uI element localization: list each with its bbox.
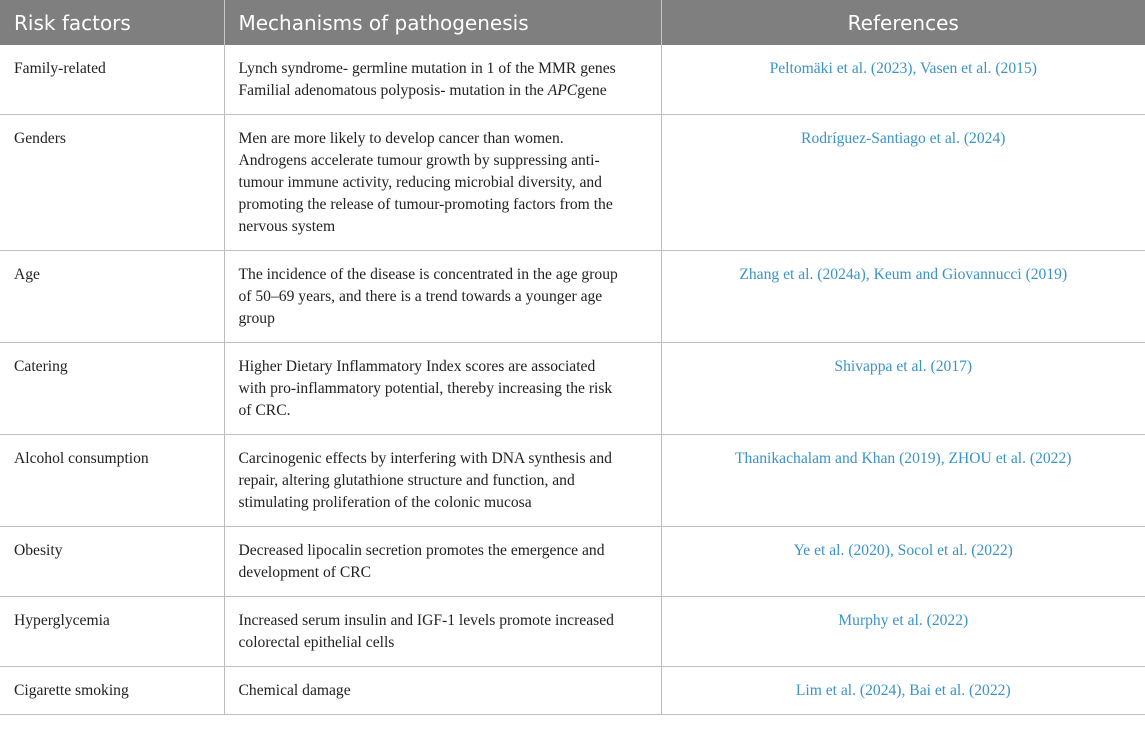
mechanism-cell: The incidence of the disease is concentrated in the age group of 50–69 years, and there is a trend towards a younger age group [224,251,661,343]
reference-link[interactable]: Rodríguez-Santiago et al. (2024) [661,115,1145,251]
table-row [0,435,1145,527]
risk-factor-cell: Obesity [0,527,224,597]
reference-link[interactable]: Thanikachalam and Khan (2019), ZHOU et al. (2022) [661,435,1145,527]
reference-link[interactable]: Murphy et al. (2022) [661,597,1145,667]
table-row [0,251,1145,343]
risk-factor-cell: Genders [0,115,224,251]
reference-link[interactable]: Lim et al. (2024), Bai et al. (2022) [661,667,1145,715]
table-header [0,0,1145,45]
mechanism-cell: Carcinogenic effects by interfering with DNA synthesis and repair, altering glutathione structure and function, and stimulating proliferation of the colonic mucosa [224,435,661,527]
mechanism-text: Lynch syndrome- germline mutation in 1 of the MMR genes [238,60,616,77]
table-row [0,115,1145,251]
table-row [0,667,1145,715]
mechanism-text: gene [577,82,607,99]
mechanism-cell: Decreased lipocalin secretion promotes the emergence and development of CRC [224,527,661,597]
mechanism-cell: Men are more likely to develop cancer than women. Androgens accelerate tumour growth by suppressing anti-tumour immune activity, reducing microbial diversity, and promoting the release of tumour-promoting factors from the nervous system [224,115,661,251]
risk-factor-cell: Cigarette smoking [0,667,224,715]
reference-link[interactable]: Shivappa et al. (2017) [661,343,1145,435]
risk-factor-cell: Alcohol consumption [0,435,224,527]
risk-factor-cell: Catering [0,343,224,435]
risk-factor-cell: Age [0,251,224,343]
table-row [0,45,1145,115]
risk-factor-cell: Hyperglycemia [0,597,224,667]
reference-link[interactable]: Zhang et al. (2024a), Keum and Giovannucci (2019) [661,251,1145,343]
mechanism-cell: Chemical damage [224,667,661,715]
risk-factor-cell: Family-related [0,45,224,115]
mechanism-cell [224,45,661,115]
mechanism-cell: Higher Dietary Inflammatory Index scores are associated with pro-inflammatory potential, thereby increasing the risk of CRC. [224,343,661,435]
reference-link[interactable]: Ye et al. (2020), Socol et al. (2022) [661,527,1145,597]
reference-link[interactable]: Peltomäki et al. (2023), Vasen et al. (2015) [661,45,1145,115]
table-row [0,597,1145,667]
header-mechanisms: Mechanisms of pathogenesis [224,0,661,45]
gene-name-italic: APC [547,82,578,99]
header-risk-factors: Risk factors [0,0,224,45]
header-references: References [661,0,1145,45]
table-row [0,343,1145,435]
mechanism-text: Familial adenomatous polyposis- mutation in the [238,82,544,99]
table-row [0,527,1145,597]
mechanism-cell: Increased serum insulin and IGF-1 levels promote increased colorectal epithelial cells [224,597,661,667]
